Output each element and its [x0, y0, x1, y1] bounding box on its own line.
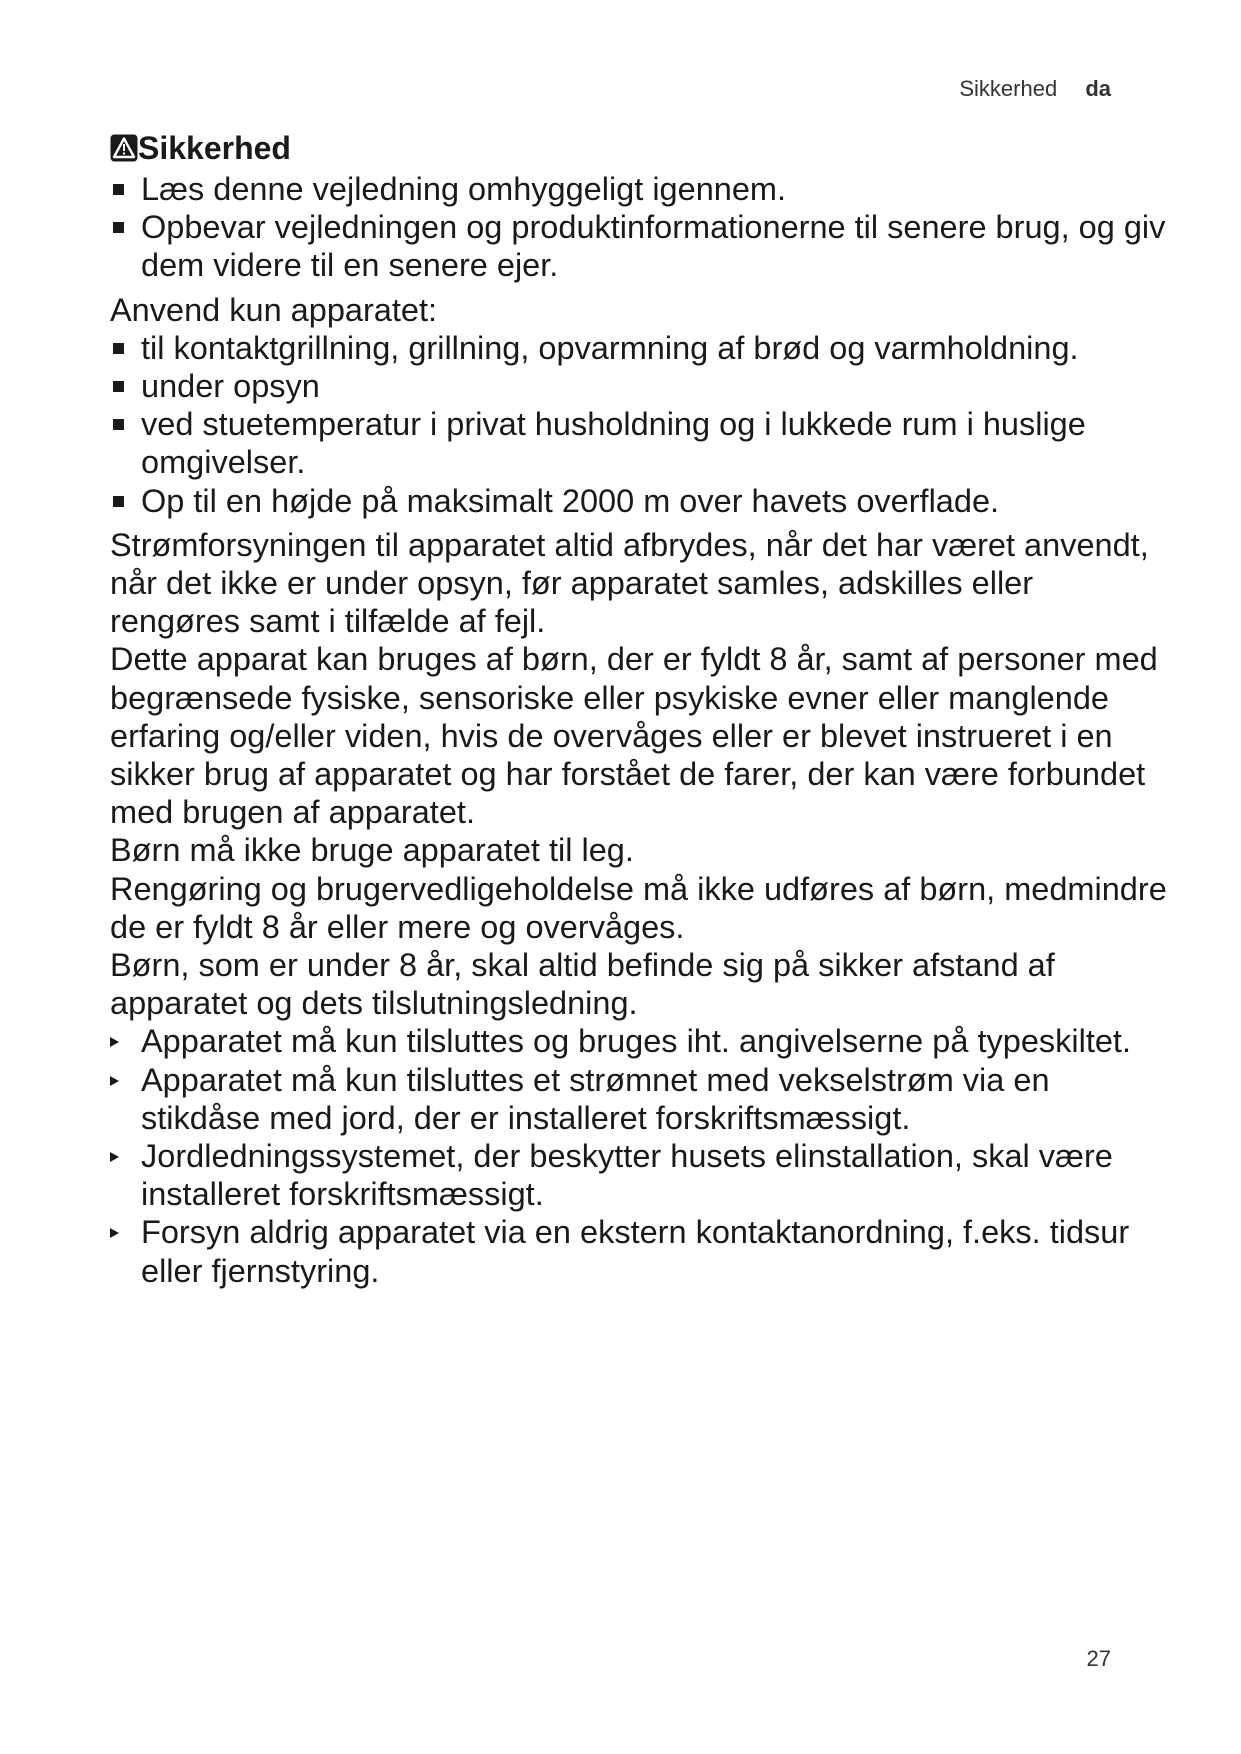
section-title-text: Sikkerhed — [138, 130, 291, 166]
usage-conditions-list — [110, 329, 1170, 520]
list-item: til kontaktgrillning, grillning, opvarmning af brød og varmholdning. — [110, 329, 1170, 367]
list-item: Apparatet må kun tilsluttes og bruges iht. angivelserne på typeskiltet. — [110, 1022, 1170, 1060]
paragraph-cleaning: Rengøring og brugervedligeholdelse må ikke udføres af børn, medmindre de er fyldt 8 år eller mere og overvåges. — [110, 870, 1167, 945]
reading-instructions-list — [110, 170, 1170, 285]
paragraph-power-disconnect: Strømforsyningen til apparatet altid afbrydes, når det har været anvendt, når det ikke er under opsyn, før apparatet samles, adskilles eller rengøres samt i tilfælde af fejl. — [110, 526, 1149, 640]
paragraph-children-distance: Børn, som er under 8 år, skal altid befinde sig på sikker afstand af apparatet og dets tilslutningsledning. — [110, 947, 1055, 1022]
section-title — [110, 128, 1170, 168]
list-item: Forsyn aldrig apparatet via en ekstern kontaktanordning, f.eks. tidsur eller fjernstyring. — [110, 1213, 1170, 1289]
page-number: 27 — [1086, 1646, 1111, 1671]
running-header — [959, 76, 1111, 102]
list-item: Op til en højde på maksimalt 2000 m over havets overflade. — [110, 482, 1170, 520]
header-section: Sikkerhed — [959, 76, 1058, 101]
paragraph-children-play: Børn må ikke bruge apparatet til leg. — [110, 832, 634, 869]
list-item: Opbevar vejledningen og produktinformationerne til senere brug, og giv dem videre til en senere ejer. — [110, 208, 1170, 284]
list-item: under opsyn — [110, 367, 1170, 405]
page-content — [110, 128, 1170, 1290]
list-item: Jordledningssystemet, der beskytter husets elinstallation, skal være installeret forskriftsmæssigt. — [110, 1137, 1170, 1213]
connection-instructions-list — [110, 1022, 1170, 1289]
paragraph-children-use: Dette apparat kan bruges af børn, der er fyldt 8 år, samt af personer med begrænsede fysiske, sensoriske eller psykiske evner eller manglende erfaring og/eller viden, hvis de overvåges eller er blevet instrueret i en sikker brug af apparatet og har forstået de farer, der kan være forbundet med brugen af apparatet. — [110, 641, 1158, 831]
list-item: ved stuetemperatur i privat husholdning og i lukkede rum i huslige omgivelser. — [110, 405, 1170, 481]
list-item: Apparatet må kun tilsluttes et strømnet med vekselstrøm via en stikdåse med jord, der er installeret forskriftsmæssigt. — [110, 1061, 1170, 1137]
use-heading: Anvend kun apparatet: — [110, 291, 438, 328]
list-item: Læs denne vejledning omhyggeligt igennem. — [110, 170, 1170, 208]
header-language: da — [1085, 76, 1111, 101]
warning-icon — [110, 134, 138, 162]
